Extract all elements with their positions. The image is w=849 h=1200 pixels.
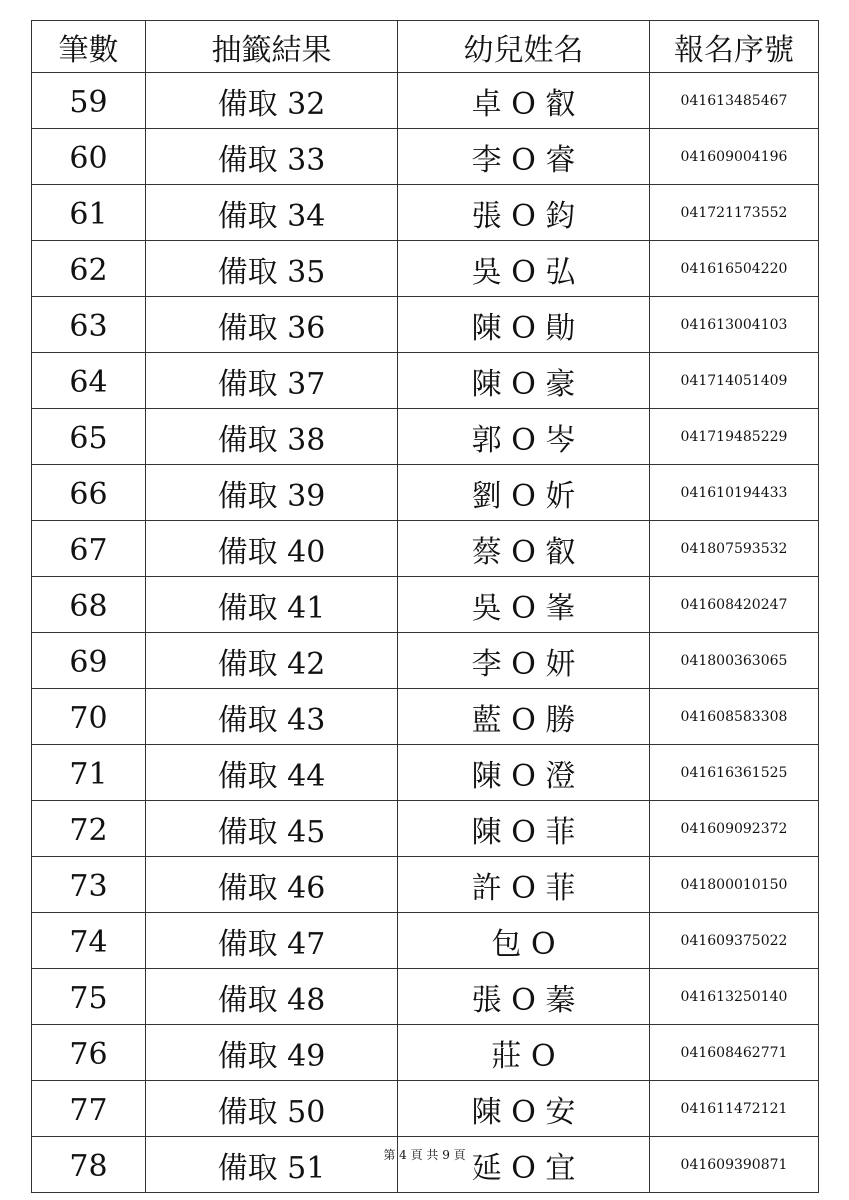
row-result: 備取 32 [146,73,398,129]
row-count: 59 [32,73,146,129]
table-row [32,409,819,465]
table-row [32,689,819,745]
table-row [32,913,819,969]
row-result: 備取 39 [146,465,398,521]
row-regno: 041800363065 [650,633,819,689]
row-count: 64 [32,353,146,409]
table-row [32,801,819,857]
table-row [32,1137,819,1193]
row-result: 備取 40 [146,521,398,577]
row-result: 備取 47 [146,913,398,969]
row-regno: 041610194433 [650,465,819,521]
header-result: 抽籤結果 [146,21,398,73]
row-result: 備取 49 [146,1025,398,1081]
row-result: 備取 42 [146,633,398,689]
row-result: 備取 37 [146,353,398,409]
row-name: 郭 O 岑 [398,409,650,465]
row-regno: 041613250140 [650,969,819,1025]
row-name: 許 O 菲 [398,857,650,913]
row-regno: 041714051409 [650,353,819,409]
row-count: 77 [32,1081,146,1137]
header-count: 筆數 [32,21,146,73]
row-name: 張 O 鈞 [398,185,650,241]
table-row [32,297,819,353]
page-footer: 第 4 頁 共 9 頁 [383,1148,466,1162]
row-name: 陳 O 澄 [398,745,650,801]
row-regno: 041609390871 [650,1137,819,1193]
row-count: 72 [32,801,146,857]
row-regno: 041608583308 [650,689,819,745]
row-count: 60 [32,129,146,185]
row-count: 66 [32,465,146,521]
row-result: 備取 46 [146,857,398,913]
row-name: 陳 O 勛 [398,297,650,353]
row-regno: 041609092372 [650,801,819,857]
row-regno: 041609004196 [650,129,819,185]
row-name: 李 O 睿 [398,129,650,185]
row-count: 70 [32,689,146,745]
table-row [32,633,819,689]
header-regno: 報名序號 [650,21,819,73]
row-regno: 041608420247 [650,577,819,633]
table-header-row [32,21,819,73]
row-regno: 041611472121 [650,1081,819,1137]
table-row [32,129,819,185]
row-count: 69 [32,633,146,689]
row-regno: 041613485467 [650,73,819,129]
row-result: 備取 33 [146,129,398,185]
row-regno: 041616504220 [650,241,819,297]
row-name: 李 O 妍 [398,633,650,689]
table-row [32,521,819,577]
row-name: 藍 O 勝 [398,689,650,745]
table-row [32,857,819,913]
table-row [32,577,819,633]
row-count: 71 [32,745,146,801]
row-name: 延 O 宜 [398,1137,650,1193]
row-count: 68 [32,577,146,633]
table-row [32,73,819,129]
table-row [32,1025,819,1081]
table-row [32,745,819,801]
table-row [32,353,819,409]
row-regno: 041721173552 [650,185,819,241]
header-name: 幼兒姓名 [398,21,650,73]
table-row [32,969,819,1025]
row-regno: 041719485229 [650,409,819,465]
row-name: 陳 O 豪 [398,353,650,409]
row-regno: 041807593532 [650,521,819,577]
table-row [32,465,819,521]
table-body [32,73,819,1193]
row-count: 75 [32,969,146,1025]
row-name: 陳 O 菲 [398,801,650,857]
row-result: 備取 50 [146,1081,398,1137]
table-row [32,1081,819,1137]
row-result: 備取 51 [146,1137,398,1193]
row-name: 莊 O [398,1025,650,1081]
row-regno: 041609375022 [650,913,819,969]
row-name: 蔡 O 叡 [398,521,650,577]
row-result: 備取 34 [146,185,398,241]
row-count: 63 [32,297,146,353]
waitlist-table [31,20,819,1193]
row-count: 73 [32,857,146,913]
row-regno: 041616361525 [650,745,819,801]
row-name: 卓 O 叡 [398,73,650,129]
row-regno: 041608462771 [650,1025,819,1081]
row-regno: 041613004103 [650,297,819,353]
row-count: 65 [32,409,146,465]
row-name: 張 O 蓁 [398,969,650,1025]
row-result: 備取 38 [146,409,398,465]
row-result: 備取 36 [146,297,398,353]
row-name: 劉 O 妡 [398,465,650,521]
row-result: 備取 41 [146,577,398,633]
row-count: 74 [32,913,146,969]
row-result: 備取 44 [146,745,398,801]
row-name: 包 O [398,913,650,969]
table-row [32,185,819,241]
row-result: 備取 45 [146,801,398,857]
row-count: 61 [32,185,146,241]
row-count: 76 [32,1025,146,1081]
row-name: 吳 O 弘 [398,241,650,297]
row-count: 78 [32,1137,146,1193]
row-result: 備取 48 [146,969,398,1025]
row-count: 62 [32,241,146,297]
table-row [32,241,819,297]
row-result: 備取 43 [146,689,398,745]
row-result: 備取 35 [146,241,398,297]
row-count: 67 [32,521,146,577]
row-regno: 041800010150 [650,857,819,913]
row-name: 陳 O 安 [398,1081,650,1137]
row-name: 吳 O 峯 [398,577,650,633]
